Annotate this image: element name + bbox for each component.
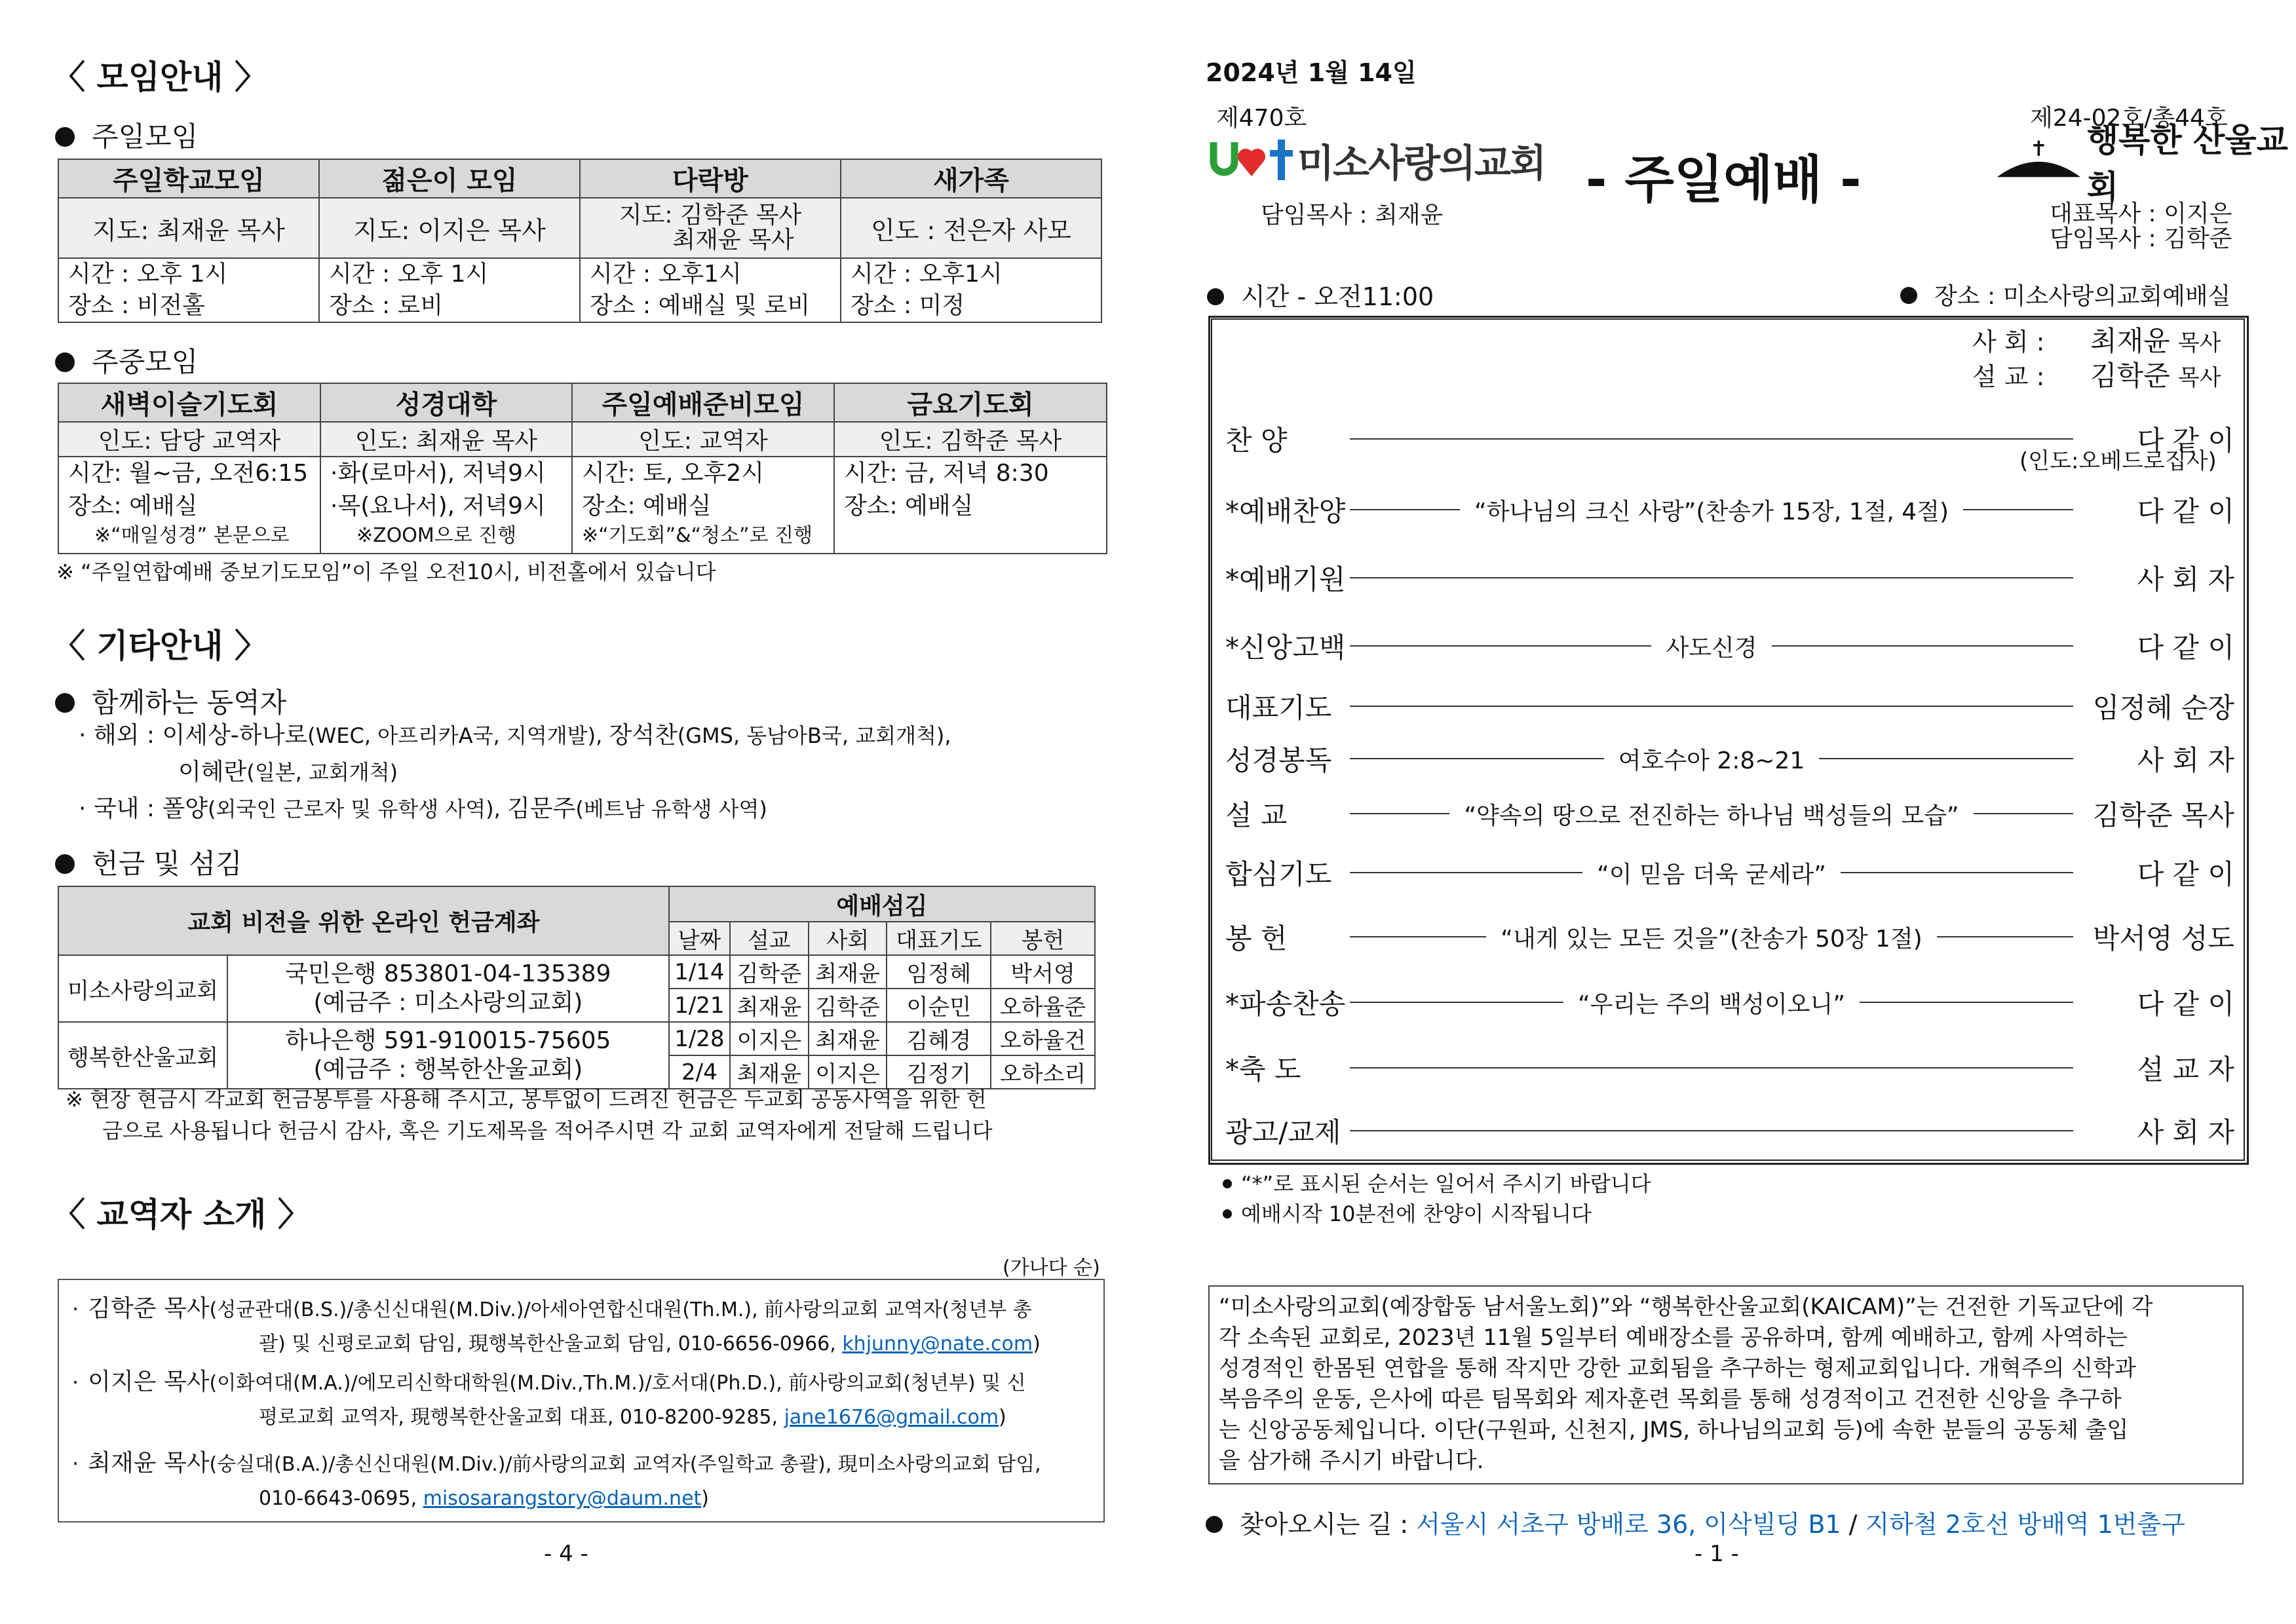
partner-detail: (외국인 근로자 및 유학생 사역), — [208, 797, 507, 821]
page-number-left: - 4 - — [544, 1541, 588, 1567]
leader-line — [1841, 872, 2073, 873]
sunday-meetings-title — [55, 115, 198, 155]
order-content: “이 믿음 더욱 굳세라” — [1597, 861, 1826, 888]
staff-detail: 평로교회 교역자, 現행복한산울교회 대표, 010-8200-9285, — [259, 1406, 784, 1429]
table-cell: 1/14 — [669, 955, 730, 989]
order-leader: 다 같 이 — [2137, 632, 2235, 664]
leader-line — [1350, 1130, 2073, 1131]
bulletin-date: 2024년 1월 14일 — [1206, 58, 1417, 87]
table-cell: 1/28 — [669, 1022, 730, 1055]
sanul-logo — [1995, 121, 2296, 206]
table-cell — [834, 457, 1107, 554]
overseas-label: · 해외 : — [79, 722, 163, 749]
table-header: 성경대학 — [320, 383, 572, 422]
church-intro-box — [1208, 1285, 2244, 1484]
table-header: 금요기도회 — [834, 383, 1107, 422]
staff-detail-tail: ) — [999, 1406, 1006, 1429]
order-label: *예배기원 — [1225, 563, 1346, 595]
church-name: 행복한산울교회 — [58, 1022, 227, 1089]
table-cell: 오하율준 — [991, 989, 1095, 1022]
issue-right: 제24-02호/총44호 — [2030, 105, 2228, 132]
bank-account: 하나은행 591-910015-75605 — [285, 1027, 611, 1054]
weekday-meetings-label: 주중모임 — [92, 346, 199, 378]
account-header: 교회 비전을 위한 온라인 헌금계좌 — [58, 886, 669, 955]
cell-line: ·목(요나서), 저녁9시 — [330, 493, 546, 519]
leader-line — [1350, 758, 1604, 759]
staff-order-note: (가나다 순) — [1003, 1256, 1100, 1279]
partner-detail: (WEC, 아프리카A국, 지역개발), — [307, 723, 609, 748]
order-item — [1225, 794, 2234, 833]
sanul-rep: 대표목사 : 이지은 — [2050, 200, 2232, 227]
partner-name: 이세상-하나로 — [162, 722, 308, 749]
staff-detail: 010-6643-0695, — [259, 1487, 423, 1510]
leader-line — [1772, 645, 2073, 647]
bullet-icon — [1206, 1516, 1223, 1533]
cell-line: 장소: 예배실 — [582, 493, 712, 519]
table-header: 새벽이슬기도회 — [58, 383, 320, 422]
worship-note — [1223, 1169, 1651, 1199]
table-cell: 김학준 — [809, 989, 887, 1022]
miso-logo — [1210, 134, 1545, 186]
order-label: *파송찬송 — [1225, 988, 1346, 1020]
small-bullet-icon — [1223, 1179, 1232, 1188]
email-link[interactable]: khjunny@nate.com — [842, 1332, 1033, 1355]
bullet-icon — [55, 127, 75, 147]
table-cell — [58, 457, 320, 554]
bullet-icon — [55, 693, 75, 713]
table-cell: 인도: 최재윤 목사 — [320, 422, 572, 457]
staff-item: · 이지은 목사(이화여대(M.A.)/에모리신학대학원(M.Div.,Th.M.)/호서대(Ph.D.), 前사랑의교회(청년부) 및 신 평로교회 교역자, 現행복한산울교회 대표, 010-8200-9285, jane1676@gmail.com) — [72, 1369, 1026, 1429]
account-holder: (예금주 : 미소사랑의교회) — [313, 989, 583, 1016]
staff-name: 최재윤 목사 — [88, 1450, 210, 1477]
order-item — [1225, 1048, 2234, 1087]
table-cell — [580, 198, 841, 258]
order-label: *신앙고백 — [1225, 632, 1346, 664]
table-cell: 김혜경 — [887, 1022, 991, 1055]
intro-line: “미소사랑의교회(예장합동 남서울노회)”와 “행복한산울교회(KAICAM)”는 건전한 기독교단에 각 — [1219, 1294, 2153, 1320]
table-header: 다락방 — [580, 159, 841, 198]
staff-detail: (숭실대(B.A.)/총신신대원(M.Div.)/前사랑의교회 교역자(주일학교 총괄), 現미소사랑의교회 담임, — [209, 1453, 1041, 1476]
bullet-icon — [55, 854, 75, 874]
weekday-meetings-title — [55, 341, 198, 380]
table-cell — [572, 457, 834, 554]
order-label: 설 교 — [1225, 799, 1288, 831]
partners-label: 함께하는 동역자 — [92, 687, 287, 719]
service-place — [1900, 278, 2230, 311]
table-cell: 김학준 — [730, 955, 809, 989]
directions-subway: 지하철 2호선 방배역 1번출구 — [1865, 1510, 2185, 1539]
order-leader: 다 같 이 — [2137, 988, 2235, 1020]
table-header: 주일학교모임 — [58, 159, 319, 198]
table-header: 젊은이 모임 — [319, 159, 580, 198]
table-cell: 지도: 최재윤 목사 — [58, 198, 319, 258]
table-cell: 지도: 이지은 목사 — [319, 198, 580, 258]
sunday-meetings-label: 주일모임 — [92, 121, 199, 153]
intro-line: 각 소속된 교회로, 2023년 11월 5일부터 예배장소를 공유하며, 함께 예배하고, 함께 사역하는 — [1219, 1325, 2128, 1351]
partner-name: 이혜란 — [178, 759, 247, 785]
table-cell: 인도 : 전은자 사모 — [841, 198, 1101, 258]
service-place-text: 장소 : 미소사랑의교회예배실 — [1934, 283, 2231, 310]
table-cell: 2/4 — [669, 1055, 730, 1089]
preacher-label: 설 교 : — [1972, 362, 2045, 391]
order-item — [1225, 490, 2234, 529]
miso-logo-text: 미소사랑의교회 — [1297, 141, 1546, 185]
cell-line: 장소: 예배실 — [68, 493, 198, 519]
offering-label: 헌금 및 섬김 — [92, 848, 242, 880]
sanul-pastor: 담임목사 : 김학준 — [2050, 225, 2232, 252]
time-line: 시간 : 오후 1시 — [329, 261, 489, 288]
service-time-text: 시간 - 오전11:00 — [1241, 282, 1434, 311]
partner-name: 장석찬 — [609, 722, 678, 749]
offering-note-line: ※ 현장 현금시 각교회 헌금봉투를 사용해 주시고, 봉투없이 드려진 헌금은 두교회 공동사역을 위한 헌 — [66, 1087, 987, 1112]
table-cell — [580, 258, 841, 322]
moderator-label: 사 회 : — [1972, 328, 2045, 356]
account-cell — [227, 955, 669, 1022]
staff-box — [58, 1279, 1105, 1522]
leader-line — [1819, 758, 2073, 759]
leader-line — [1350, 706, 2073, 707]
order-content: “하나님의 크신 사랑”(찬송가 15장, 1절, 4절) — [1474, 498, 1949, 525]
bank-account: 국민은행 853801-04-135389 — [285, 960, 611, 987]
order-item — [1225, 983, 2234, 1022]
order-item — [1225, 1111, 2234, 1150]
meetings-heading: 〈 모임안내 〉 — [52, 58, 268, 96]
email-link[interactable]: misosarangstory@daum.net — [423, 1487, 702, 1510]
table-cell — [841, 258, 1101, 322]
order-leader: 박서영 성도 — [2092, 922, 2235, 954]
order-label: 대표기도 — [1225, 692, 1332, 724]
church-intro-text — [1210, 1287, 2242, 1482]
order-leader: 다 같 이 — [2137, 425, 2234, 457]
order-content: 사도신경 — [1666, 634, 1757, 662]
order-leader: 사 회 자 — [2137, 563, 2234, 595]
table-cell — [58, 258, 319, 322]
table-header: 새가족 — [841, 159, 1101, 198]
leader-line — [1350, 936, 1486, 937]
issue-left: 제470호 — [1216, 105, 1307, 132]
service-title: - 주일예배 - — [1586, 151, 1862, 210]
leader-line — [1937, 936, 2073, 937]
order-label: 찬 양 — [1225, 425, 1288, 457]
offering-note — [66, 1084, 1114, 1146]
table-cell: 김정기 — [887, 1055, 991, 1089]
table-cell: 최재윤 — [730, 989, 809, 1022]
table-header: 주일예배준비모임 — [572, 383, 834, 422]
order-label: *예배찬양 — [1225, 495, 1346, 527]
order-label: 봉 헌 — [1225, 922, 1288, 954]
cell-note: ※“기도회”&“청소”로 진행 — [582, 524, 813, 547]
order-content: “우리는 주의 백성이오니” — [1578, 991, 1845, 1018]
leader-line — [1963, 509, 2073, 510]
intro-line: 는 신앙공동체입니다. 이단(구원파, 신천지, JMS, 하나님의교회 등)에 속한 분들의 공동체 출입 — [1219, 1417, 2129, 1443]
time-line: 시간 : 오후1시 — [851, 261, 1003, 288]
sunday-meetings-table — [58, 159, 1102, 323]
order-item — [1225, 558, 2234, 597]
col-header: 설교 — [730, 922, 809, 955]
order-item — [1225, 626, 2234, 666]
place-line: 장소 : 비전홀 — [68, 292, 205, 319]
cell-line: 시간: 토, 오후2시 — [582, 460, 765, 487]
bullet-icon — [1207, 288, 1224, 305]
bullet-icon — [1900, 287, 1917, 304]
staff-detail: (이화여대(M.A.)/에모리신학대학원(M.Div.,Th.M.)/호서대(Ph.D.), 前사랑의교회(청년부) 및 신 — [209, 1372, 1026, 1395]
place-line: 장소 : 예배실 및 로비 — [590, 292, 811, 319]
table-cell: 이순민 — [887, 989, 991, 1022]
order-leader: 김학준 목사 — [2092, 799, 2235, 831]
order-leader-note: (인도:오베드로집사) — [2019, 448, 2217, 474]
table-cell: 인도: 김학준 목사 — [834, 422, 1107, 457]
directions — [1206, 1504, 2185, 1540]
preacher-name: 김학준 — [2090, 360, 2170, 392]
order-item — [1225, 739, 2234, 778]
order-content: “약속의 땅으로 전진하는 하나님 백성들의 모습” — [1464, 802, 1959, 829]
church-name: 미소사랑의교회 — [58, 955, 227, 1022]
directions-address: 서울시 서초구 방배로 36, 이삭빌딩 B1 — [1416, 1510, 1841, 1539]
partner-detail: (일본, 교회개척) — [246, 760, 398, 785]
partner-detail: (베트남 유학생 사역) — [575, 797, 767, 821]
bullet-icon — [55, 352, 75, 372]
table-cell: 1/21 — [669, 989, 730, 1022]
table-cell: 오하소리 — [991, 1055, 1095, 1089]
title-suffix: 목사 — [2177, 330, 2221, 356]
order-label: *축 도 — [1225, 1053, 1301, 1086]
miso-logo-icon — [1210, 136, 1295, 184]
overseas-line — [79, 719, 951, 756]
sanul-logo-text: 행복한 산울교회 — [2086, 121, 2288, 206]
sanul-logo-icon — [1995, 138, 2083, 184]
table-cell: 박서영 — [991, 955, 1095, 989]
staff-name: 이지은 목사 — [88, 1369, 210, 1395]
order-label: 합심기도 — [1225, 858, 1332, 890]
order-item — [1225, 687, 2234, 726]
page-number-right: - 1 - — [1694, 1541, 1739, 1567]
overseas-line-2 — [79, 756, 951, 793]
place-line: 장소 : 로비 — [329, 292, 444, 319]
order-content: “내게 있는 모든 것을”(찬송가 50장 1절) — [1501, 925, 1923, 953]
table-cell: 인도: 담당 교역자 — [58, 422, 320, 457]
other-heading: 〈 기타안내 〉 — [52, 627, 268, 665]
leader-line — [1974, 813, 2073, 814]
table-cell: 최재윤 — [809, 955, 887, 989]
offering-note-line: 금으로 사용됩니다 헌금시 감사, 혹은 기도제목을 적어주시면 각 교회 교역자에게 전달해 드립니다 — [102, 1118, 993, 1143]
directions-label: 찾아오시는 길 : — [1240, 1510, 1417, 1539]
table-cell: 오하율건 — [991, 1022, 1095, 1055]
leader-line — [1350, 1002, 1563, 1003]
account-holder: (예금주 : 행복한산울교회) — [313, 1056, 583, 1083]
email-link[interactable]: jane1676@gmail.com — [784, 1406, 999, 1429]
moderator-name: 최재윤 — [2090, 325, 2170, 357]
order-leader: 사 회 자 — [2137, 744, 2234, 776]
weekday-note: ※ “주일연합예배 중보기도모임”이 주일 오전10시, 비전홀에서 있습니다 — [56, 559, 716, 584]
time-line: 시간 : 오후1시 — [590, 261, 742, 288]
col-header: 봉헌 — [991, 922, 1095, 955]
service-time — [1207, 276, 1434, 312]
leader-line — [1350, 1067, 2073, 1068]
staff-detail-tail: ) — [701, 1487, 710, 1510]
service-header: 예배섬김 — [669, 886, 1095, 922]
table-cell: 인도: 교역자 — [572, 422, 834, 457]
col-header: 사회 — [809, 922, 887, 955]
order-content: 여호수아 2:8~21 — [1618, 747, 1805, 774]
domestic-line — [79, 793, 951, 829]
partner-name: 김문주 — [507, 795, 576, 822]
order-leader: 사 회 자 — [2137, 1116, 2234, 1148]
order-item — [1225, 853, 2234, 892]
small-bullet-icon — [1223, 1209, 1232, 1218]
miso-pastor: 담임목사 : 최재윤 — [1261, 202, 1444, 229]
leader-line — [1350, 645, 1651, 647]
cell-note: ※ZOOM으로 진행 — [356, 524, 517, 547]
staff-heading: 〈 교역자 소개 〉 — [52, 1196, 311, 1234]
cell-line: ·화(로마서), 저녁9시 — [330, 460, 546, 487]
staff-item: · 김학준 목사(성균관대(B.S.)/총신신대원(M.Div.)/아세아연합신대원(Th.M.), 前사랑의교회 교역자(청년부 총 괄) 및 신평로교회 담임, 現행복한산울교회 담임, 010-6656-0966, khjunny@nate.com) — [72, 1295, 1041, 1355]
intro-line: 성경적인 한몸된 연합을 통해 작지만 강한 교회됨을 추구하는 형제교회입니다. 개혁주의 신학과 — [1219, 1355, 2136, 1382]
cell-note: ※“매일성경” 본문으로 — [94, 524, 290, 547]
intro-line: 복음주의 운동, 은사에 따른 팀목회와 제자훈련 목회를 통해 성경적이고 건전한 신앙을 추구하 — [1219, 1386, 2122, 1412]
leader-line — [1350, 577, 2073, 578]
leader-line — [1350, 509, 1460, 510]
staff-detail-tail: ) — [1033, 1332, 1041, 1355]
table-cell — [319, 258, 580, 322]
col-header: 대표기도 — [887, 922, 991, 955]
cell-line: 장소: 예배실 — [844, 493, 974, 519]
offering-title — [55, 842, 242, 882]
table-cell: 최재윤 — [730, 1055, 809, 1089]
staff-detail: 괄) 및 신평로교회 담임, 現행복한산울교회 담임, 010-6656-0966, — [259, 1332, 843, 1355]
order-label: 성경봉독 — [1225, 744, 1332, 776]
order-label: 광고/교제 — [1225, 1116, 1341, 1148]
leader-line — [1860, 1002, 2073, 1003]
order-item — [1225, 917, 2234, 956]
order-leader: 임정혜 순장 — [2092, 692, 2234, 724]
col-header: 날짜 — [669, 922, 730, 955]
leader-line — [1350, 813, 1449, 814]
leader-line — [1350, 438, 2073, 440]
table-cell: 이지은 — [809, 1055, 887, 1089]
order-leader: 다 같 이 — [2137, 858, 2234, 890]
time-line: 시간 : 오후 1시 — [68, 261, 228, 288]
staff-name: 김학준 목사 — [88, 1295, 210, 1322]
offering-table — [58, 886, 1096, 1089]
worship-notes — [1223, 1169, 1651, 1229]
table-cell: 최재윤 — [809, 1022, 887, 1055]
partners-list — [79, 719, 951, 829]
worship-note — [1223, 1199, 1651, 1229]
title-suffix: 목사 — [2177, 365, 2221, 391]
directions-separator: / — [1841, 1510, 1866, 1539]
partner-name: 폴양 — [162, 795, 208, 822]
partners-title — [55, 681, 286, 721]
staff-detail: (성균관대(B.S.)/총신신대원(M.Div.)/아세아연합신대원(Th.M.), 前사랑의교회 교역자(청년부 총 — [209, 1298, 1032, 1321]
order-leader: 다 같 이 — [2137, 495, 2235, 527]
domestic-label: · 국내 : — [79, 795, 163, 822]
leader-line: 지도: 김학준 목사 — [619, 202, 802, 229]
order-leader: 설 교 자 — [2137, 1053, 2234, 1086]
worship-note-text: 예배시작 10분전에 찬양이 시작됩니다 — [1241, 1201, 1592, 1226]
cell-line: 시간: 금, 저녁 8:30 — [844, 460, 1049, 487]
account-cell — [227, 1022, 669, 1089]
table-cell: 이지은 — [730, 1022, 809, 1055]
officiants — [1972, 325, 2221, 394]
partner-detail: (GMS, 동남아B국, 교회개척), — [677, 723, 951, 748]
staff-item: · 최재윤 목사(숭실대(B.A.)/총신신대원(M.Div.)/前사랑의교회 교역자(주일학교 총괄), 現미소사랑의교회 담임, 010-6643-0695, misosarangstory@daum.net) — [72, 1450, 1041, 1510]
leader-line — [1350, 872, 1582, 873]
cell-line: 시간: 월~금, 오전6:15 — [68, 460, 309, 487]
place-line: 장소 : 미정 — [851, 292, 965, 319]
intro-line: 을 삼가해 주시기 바랍니다. — [1219, 1448, 1484, 1474]
weekday-meetings-table — [58, 383, 1107, 554]
table-cell: 임정혜 — [887, 955, 991, 989]
table-cell — [320, 457, 572, 554]
worship-note-text: “*”로 표시된 순서는 일어서 주시기 바랍니다 — [1241, 1171, 1651, 1196]
leader-line: 최재윤 목사 — [672, 227, 794, 254]
